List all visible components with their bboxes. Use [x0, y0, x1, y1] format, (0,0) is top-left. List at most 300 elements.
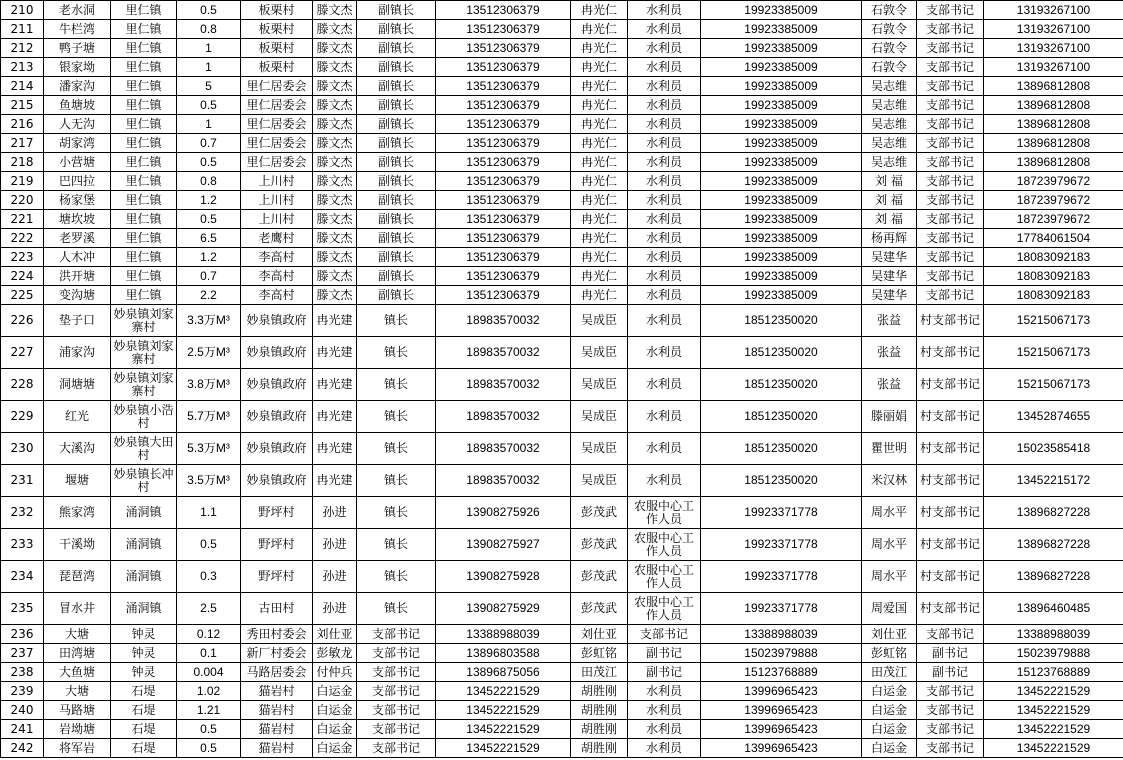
patrol-phone-cell: 13896812808 — [984, 153, 1123, 172]
tech-role-cell: 水利员 — [628, 210, 701, 229]
tech-role-cell: 水利员 — [628, 229, 701, 248]
patrol-name-cell: 吴志维 — [862, 77, 917, 96]
tech-phone-cell: 18512350020 — [701, 305, 862, 337]
capacity-cell: 5.3万M³ — [177, 433, 241, 465]
tech-phone-cell: 19923385009 — [701, 77, 862, 96]
leader-role-cell: 副镇长 — [357, 172, 436, 191]
patrol-role-cell: 支部书记 — [917, 96, 984, 115]
patrol-name-cell: 白运金 — [862, 701, 917, 720]
patrol-role-cell: 支部书记 — [917, 134, 984, 153]
leader-phone-cell: 13512306379 — [436, 77, 571, 96]
row-number-cell: 226 — [1, 305, 44, 337]
tech-name-cell: 吴成臣 — [571, 305, 628, 337]
reservoir-name-cell: 老罗溪 — [44, 229, 111, 248]
tech-phone-cell: 15023979888 — [701, 644, 862, 663]
patrol-phone-cell: 13452221529 — [984, 739, 1123, 758]
leader-phone-cell: 13512306379 — [436, 115, 571, 134]
patrol-name-cell: 吴建华 — [862, 286, 917, 305]
tech-phone-cell: 19923371778 — [701, 561, 862, 593]
leader-role-cell: 支部书记 — [357, 625, 436, 644]
leader-name-cell: 滕文杰 — [313, 96, 357, 115]
leader-name-cell: 冉光建 — [313, 337, 357, 369]
patrol-role-cell: 副书记 — [917, 663, 984, 682]
patrol-phone-cell: 13452874655 — [984, 401, 1123, 433]
tech-name-cell: 冉光仁 — [571, 153, 628, 172]
reservoir-name-cell: 老水洞 — [44, 1, 111, 20]
row-number-cell: 222 — [1, 229, 44, 248]
capacity-cell: 1.1 — [177, 497, 241, 529]
village-cell: 野坪村 — [241, 561, 313, 593]
leader-role-cell: 副镇长 — [357, 134, 436, 153]
tech-phone-cell: 18512350020 — [701, 401, 862, 433]
leader-name-cell: 白运金 — [313, 739, 357, 758]
capacity-cell: 0.12 — [177, 625, 241, 644]
tech-role-cell: 水利员 — [628, 39, 701, 58]
leader-role-cell: 副镇长 — [357, 77, 436, 96]
reservoir-name-cell: 胡家湾 — [44, 134, 111, 153]
table-row — [1, 248, 1123, 267]
tech-name-cell: 冉光仁 — [571, 210, 628, 229]
tech-name-cell: 吴成臣 — [571, 433, 628, 465]
leader-name-cell: 滕文杰 — [313, 267, 357, 286]
leader-name-cell: 白运金 — [313, 682, 357, 701]
table-row — [1, 337, 1123, 369]
capacity-cell: 1 — [177, 115, 241, 134]
leader-role-cell: 镇长 — [357, 529, 436, 561]
tech-role-cell: 水利员 — [628, 267, 701, 286]
tech-phone-cell: 18512350020 — [701, 337, 862, 369]
tech-phone-cell: 19923385009 — [701, 1, 862, 20]
patrol-name-cell: 刘 福 — [862, 172, 917, 191]
leader-phone-cell: 13452221529 — [436, 701, 571, 720]
tech-name-cell: 冉光仁 — [571, 229, 628, 248]
capacity-cell: 0.5 — [177, 96, 241, 115]
patrol-name-cell: 杨再辉 — [862, 229, 917, 248]
capacity-cell: 0.7 — [177, 134, 241, 153]
tech-phone-cell: 19923385009 — [701, 20, 862, 39]
capacity-cell: 1.02 — [177, 682, 241, 701]
town-cell: 石堤 — [111, 701, 177, 720]
capacity-cell: 3.3万M³ — [177, 305, 241, 337]
leader-phone-cell: 13512306379 — [436, 39, 571, 58]
tech-role-cell: 副书记 — [628, 644, 701, 663]
patrol-name-cell: 刘 福 — [862, 210, 917, 229]
leader-name-cell: 滕文杰 — [313, 153, 357, 172]
table-row — [1, 96, 1123, 115]
leader-phone-cell: 18983570032 — [436, 401, 571, 433]
patrol-role-cell: 支部书记 — [917, 248, 984, 267]
village-cell: 妙泉镇政府 — [241, 369, 313, 401]
town-cell: 里仁镇 — [111, 267, 177, 286]
table-row — [1, 497, 1123, 529]
tech-phone-cell: 19923385009 — [701, 210, 862, 229]
reservoir-name-cell: 大塘 — [44, 682, 111, 701]
patrol-role-cell: 支部书记 — [917, 267, 984, 286]
row-number-cell: 232 — [1, 497, 44, 529]
village-cell: 猫岩村 — [241, 720, 313, 739]
capacity-cell: 0.8 — [177, 172, 241, 191]
table-row — [1, 229, 1123, 248]
capacity-cell: 6.5 — [177, 229, 241, 248]
patrol-name-cell: 石敦令 — [862, 39, 917, 58]
village-cell: 板栗村 — [241, 1, 313, 20]
town-cell: 里仁镇 — [111, 58, 177, 77]
village-cell: 老鹰村 — [241, 229, 313, 248]
leader-phone-cell: 18983570032 — [436, 337, 571, 369]
village-cell: 上川村 — [241, 210, 313, 229]
patrol-role-cell: 副书记 — [917, 644, 984, 663]
patrol-name-cell: 吴建华 — [862, 248, 917, 267]
patrol-phone-cell: 13896827228 — [984, 497, 1123, 529]
village-cell: 里仁居委会 — [241, 134, 313, 153]
table-row — [1, 305, 1123, 337]
leader-role-cell: 支部书记 — [357, 720, 436, 739]
leader-phone-cell: 13512306379 — [436, 229, 571, 248]
leader-phone-cell: 18983570032 — [436, 369, 571, 401]
village-cell: 李高村 — [241, 248, 313, 267]
patrol-phone-cell: 13452221529 — [984, 720, 1123, 739]
leader-phone-cell: 13512306379 — [436, 20, 571, 39]
leader-role-cell: 副镇长 — [357, 153, 436, 172]
leader-role-cell: 副镇长 — [357, 191, 436, 210]
village-cell: 里仁居委会 — [241, 115, 313, 134]
leader-phone-cell: 18983570032 — [436, 465, 571, 497]
reservoir-name-cell: 变沟塘 — [44, 286, 111, 305]
leader-name-cell: 刘仕亚 — [313, 625, 357, 644]
leader-phone-cell: 13896803588 — [436, 644, 571, 663]
leader-phone-cell: 13512306379 — [436, 248, 571, 267]
patrol-phone-cell: 13896812808 — [984, 134, 1123, 153]
patrol-phone-cell: 18083092183 — [984, 286, 1123, 305]
reservoir-name-cell: 银家坳 — [44, 58, 111, 77]
tech-name-cell: 冉光仁 — [571, 20, 628, 39]
tech-role-cell: 支部书记 — [628, 625, 701, 644]
patrol-role-cell: 支部书记 — [917, 701, 984, 720]
reservoir-name-cell: 将军岩 — [44, 739, 111, 758]
tech-name-cell: 彭茂武 — [571, 593, 628, 625]
tech-phone-cell: 18512350020 — [701, 465, 862, 497]
leader-role-cell: 镇长 — [357, 337, 436, 369]
patrol-phone-cell: 18723979672 — [984, 191, 1123, 210]
village-cell: 妙泉镇政府 — [241, 305, 313, 337]
leader-role-cell: 副镇长 — [357, 229, 436, 248]
leader-name-cell: 冉光建 — [313, 305, 357, 337]
tech-phone-cell: 13996965423 — [701, 720, 862, 739]
leader-name-cell: 滕文杰 — [313, 191, 357, 210]
town-cell: 里仁镇 — [111, 1, 177, 20]
reservoir-name-cell: 大溪沟 — [44, 433, 111, 465]
patrol-role-cell: 支部书记 — [917, 115, 984, 134]
table-row — [1, 191, 1123, 210]
row-number-cell: 210 — [1, 1, 44, 20]
leader-phone-cell: 18983570032 — [436, 433, 571, 465]
village-cell: 马路居委会 — [241, 663, 313, 682]
tech-role-cell: 水利员 — [628, 739, 701, 758]
patrol-name-cell: 白运金 — [862, 682, 917, 701]
row-number-cell: 220 — [1, 191, 44, 210]
leader-phone-cell: 13512306379 — [436, 1, 571, 20]
row-number-cell: 212 — [1, 39, 44, 58]
village-cell: 里仁居委会 — [241, 153, 313, 172]
capacity-cell: 3.5万M³ — [177, 465, 241, 497]
patrol-role-cell: 支部书记 — [917, 172, 984, 191]
tech-role-cell: 水利员 — [628, 96, 701, 115]
tech-role-cell: 水利员 — [628, 58, 701, 77]
patrol-role-cell: 支部书记 — [917, 625, 984, 644]
tech-phone-cell: 19923385009 — [701, 172, 862, 191]
leader-name-cell: 孙进 — [313, 561, 357, 593]
town-cell: 妙泉镇刘家寨村 — [111, 337, 177, 369]
row-number-cell: 235 — [1, 593, 44, 625]
tech-role-cell: 水利员 — [628, 369, 701, 401]
town-cell: 钟灵 — [111, 625, 177, 644]
row-number-cell: 213 — [1, 58, 44, 77]
table-row — [1, 720, 1123, 739]
town-cell: 妙泉镇大田村 — [111, 433, 177, 465]
tech-phone-cell: 13996965423 — [701, 701, 862, 720]
table-row — [1, 663, 1123, 682]
town-cell: 涌洞镇 — [111, 497, 177, 529]
patrol-phone-cell: 13896460485 — [984, 593, 1123, 625]
tech-phone-cell: 19923385009 — [701, 191, 862, 210]
reservoir-name-cell: 冒水井 — [44, 593, 111, 625]
table-row — [1, 115, 1123, 134]
leader-phone-cell: 13908275926 — [436, 497, 571, 529]
patrol-phone-cell: 13193267100 — [984, 58, 1123, 77]
village-cell: 上川村 — [241, 172, 313, 191]
leader-phone-cell: 13512306379 — [436, 96, 571, 115]
patrol-role-cell: 支部书记 — [917, 1, 984, 20]
leader-phone-cell: 13512306379 — [436, 172, 571, 191]
leader-name-cell: 付仲兵 — [313, 663, 357, 682]
tech-phone-cell: 18512350020 — [701, 369, 862, 401]
table-row — [1, 739, 1123, 758]
patrol-name-cell: 滕丽娟 — [862, 401, 917, 433]
town-cell: 石堤 — [111, 720, 177, 739]
patrol-role-cell: 村支部书记 — [917, 337, 984, 369]
row-number-cell: 218 — [1, 153, 44, 172]
capacity-cell: 2.5万M³ — [177, 337, 241, 369]
tech-name-cell: 冉光仁 — [571, 39, 628, 58]
row-number-cell: 229 — [1, 401, 44, 433]
patrol-name-cell: 周水平 — [862, 561, 917, 593]
tech-name-cell: 吴成臣 — [571, 401, 628, 433]
village-cell: 妙泉镇政府 — [241, 433, 313, 465]
row-number-cell: 217 — [1, 134, 44, 153]
tech-name-cell: 胡胜刚 — [571, 682, 628, 701]
tech-role-cell: 水利员 — [628, 134, 701, 153]
tech-name-cell: 冉光仁 — [571, 1, 628, 20]
leader-role-cell: 镇长 — [357, 369, 436, 401]
leader-name-cell: 冉光建 — [313, 433, 357, 465]
town-cell: 里仁镇 — [111, 172, 177, 191]
row-number-cell: 237 — [1, 644, 44, 663]
town-cell: 里仁镇 — [111, 96, 177, 115]
capacity-cell: 0.5 — [177, 210, 241, 229]
patrol-phone-cell: 13896812808 — [984, 115, 1123, 134]
table-row — [1, 172, 1123, 191]
capacity-cell: 0.5 — [177, 739, 241, 758]
row-number-cell: 238 — [1, 663, 44, 682]
patrol-name-cell: 张益 — [862, 337, 917, 369]
patrol-name-cell: 石敦令 — [862, 1, 917, 20]
patrol-name-cell: 周爱国 — [862, 593, 917, 625]
patrol-role-cell: 支部书记 — [917, 58, 984, 77]
leader-name-cell: 孙进 — [313, 529, 357, 561]
leader-role-cell: 支部书记 — [357, 644, 436, 663]
capacity-cell: 0.5 — [177, 720, 241, 739]
row-number-cell: 233 — [1, 529, 44, 561]
tech-role-cell: 水利员 — [628, 191, 701, 210]
patrol-name-cell: 吴志维 — [862, 115, 917, 134]
patrol-name-cell: 刘仕亚 — [862, 625, 917, 644]
patrol-phone-cell: 13452215172 — [984, 465, 1123, 497]
leader-name-cell: 滕文杰 — [313, 210, 357, 229]
leader-name-cell: 白运金 — [313, 701, 357, 720]
village-cell: 野坪村 — [241, 497, 313, 529]
town-cell: 钟灵 — [111, 663, 177, 682]
tech-role-cell: 水利员 — [628, 1, 701, 20]
tech-role-cell: 水利员 — [628, 172, 701, 191]
patrol-phone-cell: 13388988039 — [984, 625, 1123, 644]
leader-phone-cell: 13512306379 — [436, 153, 571, 172]
town-cell: 石堤 — [111, 739, 177, 758]
patrol-name-cell: 石敦令 — [862, 58, 917, 77]
capacity-cell: 1 — [177, 39, 241, 58]
patrol-name-cell: 吴志维 — [862, 153, 917, 172]
patrol-name-cell: 刘 福 — [862, 191, 917, 210]
patrol-phone-cell: 13193267100 — [984, 20, 1123, 39]
table-row — [1, 58, 1123, 77]
tech-name-cell: 冉光仁 — [571, 77, 628, 96]
patrol-name-cell: 吴建华 — [862, 267, 917, 286]
tech-role-cell: 水利员 — [628, 682, 701, 701]
tech-name-cell: 彭茂武 — [571, 561, 628, 593]
patrol-phone-cell: 15023585418 — [984, 433, 1123, 465]
leader-name-cell: 滕文杰 — [313, 58, 357, 77]
tech-phone-cell: 19923371778 — [701, 497, 862, 529]
leader-role-cell: 副镇长 — [357, 58, 436, 77]
patrol-phone-cell: 13193267100 — [984, 1, 1123, 20]
patrol-role-cell: 支部书记 — [917, 229, 984, 248]
leader-name-cell: 滕文杰 — [313, 20, 357, 39]
leader-phone-cell: 13512306379 — [436, 58, 571, 77]
patrol-phone-cell: 18083092183 — [984, 267, 1123, 286]
tech-name-cell: 冉光仁 — [571, 248, 628, 267]
reservoir-name-cell: 干溪坳 — [44, 529, 111, 561]
patrol-phone-cell: 13896812808 — [984, 96, 1123, 115]
town-cell: 妙泉镇刘家寨村 — [111, 369, 177, 401]
patrol-name-cell: 白运金 — [862, 720, 917, 739]
capacity-cell: 0.004 — [177, 663, 241, 682]
leader-role-cell: 支部书记 — [357, 682, 436, 701]
reservoir-name-cell: 杨家堡 — [44, 191, 111, 210]
patrol-phone-cell: 18723979672 — [984, 210, 1123, 229]
town-cell: 妙泉镇刘家寨村 — [111, 305, 177, 337]
tech-role-cell: 水利员 — [628, 433, 701, 465]
row-number-cell: 223 — [1, 248, 44, 267]
tech-role-cell: 水利员 — [628, 286, 701, 305]
tech-phone-cell: 19923385009 — [701, 229, 862, 248]
patrol-phone-cell: 13896827228 — [984, 529, 1123, 561]
patrol-phone-cell: 13193267100 — [984, 39, 1123, 58]
patrol-role-cell: 支部书记 — [917, 286, 984, 305]
patrol-role-cell: 村支部书记 — [917, 305, 984, 337]
tech-name-cell: 彭茂武 — [571, 529, 628, 561]
capacity-cell: 3.8万M³ — [177, 369, 241, 401]
leader-role-cell: 副镇长 — [357, 39, 436, 58]
village-cell: 上川村 — [241, 191, 313, 210]
town-cell: 里仁镇 — [111, 229, 177, 248]
table-row — [1, 39, 1123, 58]
tech-name-cell: 冉光仁 — [571, 96, 628, 115]
leader-name-cell: 滕文杰 — [313, 248, 357, 267]
leader-phone-cell: 13512306379 — [436, 210, 571, 229]
row-number-cell: 215 — [1, 96, 44, 115]
leader-phone-cell: 18983570032 — [436, 305, 571, 337]
leader-name-cell: 彭敏龙 — [313, 644, 357, 663]
capacity-cell: 0.8 — [177, 20, 241, 39]
tech-name-cell: 彭虹铭 — [571, 644, 628, 663]
town-cell: 里仁镇 — [111, 20, 177, 39]
leader-role-cell: 副镇长 — [357, 20, 436, 39]
row-number-cell: 211 — [1, 20, 44, 39]
row-number-cell: 228 — [1, 369, 44, 401]
leader-role-cell: 镇长 — [357, 305, 436, 337]
table-row — [1, 20, 1123, 39]
tech-role-cell: 水利员 — [628, 305, 701, 337]
leader-role-cell: 镇长 — [357, 465, 436, 497]
patrol-role-cell: 村支部书记 — [917, 561, 984, 593]
capacity-cell: 0.3 — [177, 561, 241, 593]
leader-name-cell: 孙进 — [313, 497, 357, 529]
leader-phone-cell: 13452221529 — [436, 739, 571, 758]
leader-name-cell: 冉光建 — [313, 401, 357, 433]
leader-role-cell: 镇长 — [357, 433, 436, 465]
patrol-role-cell: 村支部书记 — [917, 593, 984, 625]
leader-role-cell: 支部书记 — [357, 739, 436, 758]
village-cell: 李高村 — [241, 286, 313, 305]
tech-role-cell: 水利员 — [628, 337, 701, 369]
village-cell: 里仁居委会 — [241, 77, 313, 96]
town-cell: 里仁镇 — [111, 153, 177, 172]
reservoir-name-cell: 垫子口 — [44, 305, 111, 337]
tech-phone-cell: 13996965423 — [701, 682, 862, 701]
patrol-role-cell: 村支部书记 — [917, 401, 984, 433]
leader-role-cell: 副镇长 — [357, 210, 436, 229]
row-number-cell: 216 — [1, 115, 44, 134]
row-number-cell: 227 — [1, 337, 44, 369]
leader-phone-cell: 13388988039 — [436, 625, 571, 644]
tech-name-cell: 冉光仁 — [571, 172, 628, 191]
reservoir-name-cell: 熊家湾 — [44, 497, 111, 529]
patrol-name-cell: 石敦令 — [862, 20, 917, 39]
table-row — [1, 529, 1123, 561]
table-row — [1, 401, 1123, 433]
capacity-cell: 2.2 — [177, 286, 241, 305]
village-cell: 野坪村 — [241, 529, 313, 561]
table-row — [1, 593, 1123, 625]
reservoir-name-cell: 堰塘 — [44, 465, 111, 497]
patrol-role-cell: 村支部书记 — [917, 369, 984, 401]
reservoir-name-cell: 巴四拉 — [44, 172, 111, 191]
leader-name-cell: 冉光建 — [313, 369, 357, 401]
leader-role-cell: 副镇长 — [357, 286, 436, 305]
tech-phone-cell: 19923385009 — [701, 286, 862, 305]
tech-name-cell: 胡胜刚 — [571, 720, 628, 739]
capacity-cell: 1.2 — [177, 248, 241, 267]
leader-role-cell: 副镇长 — [357, 115, 436, 134]
